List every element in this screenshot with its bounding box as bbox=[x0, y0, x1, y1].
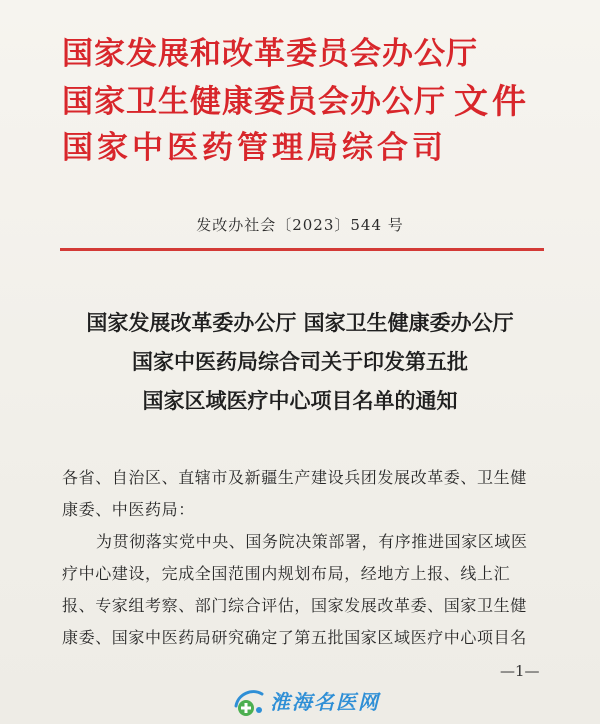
title-line: 国家发展改革委办公厅 国家卫生健康委办公厅 bbox=[86, 311, 514, 335]
watermark-text: 淮海名医网 bbox=[270, 690, 380, 714]
document-type-label: 文件 bbox=[454, 82, 530, 122]
cross-logo-icon bbox=[232, 686, 266, 718]
salutation-line: 康委、中医药局： bbox=[62, 500, 195, 519]
notice-title bbox=[0, 304, 600, 421]
issuer-nhc: 国家卫生健康委员会办公厅 bbox=[62, 84, 446, 120]
paragraph-line: 报、专家组考察、部门综合评估，国家发展改革委、国家卫生健 bbox=[62, 596, 527, 615]
paragraph-line: 康委、国家中医药局研究确定了第五批国家区域医疗中心项目名 bbox=[62, 628, 527, 647]
issuer-natcm: 国家中医药管理局综合司 bbox=[62, 130, 447, 166]
document-number: 发改办社会〔2023〕544 号 bbox=[196, 216, 404, 234]
site-watermark bbox=[232, 684, 392, 720]
title-line: 国家区域医疗中心项目名单的通知 bbox=[142, 389, 458, 413]
paragraph-line: 为贯彻落实党中央、国务院决策部署，有序推进国家区域医 bbox=[96, 532, 528, 551]
red-divider bbox=[60, 248, 544, 251]
issuer-ndrc: 国家发展和改革委员会办公厅 bbox=[62, 36, 478, 72]
notice-body bbox=[62, 462, 562, 654]
title-line: 国家中医药局综合司关于印发第五批 bbox=[132, 350, 468, 374]
document-header bbox=[62, 30, 582, 180]
paragraph-line: 疗中心建设，完成全国范围内规划布局，经地方上报、线上汇 bbox=[62, 564, 511, 583]
salutation-line: 各省、自治区、直辖市及新疆生产建设兵团发展改革委、卫生健 bbox=[62, 468, 527, 487]
page-number: —1— bbox=[500, 662, 540, 680]
